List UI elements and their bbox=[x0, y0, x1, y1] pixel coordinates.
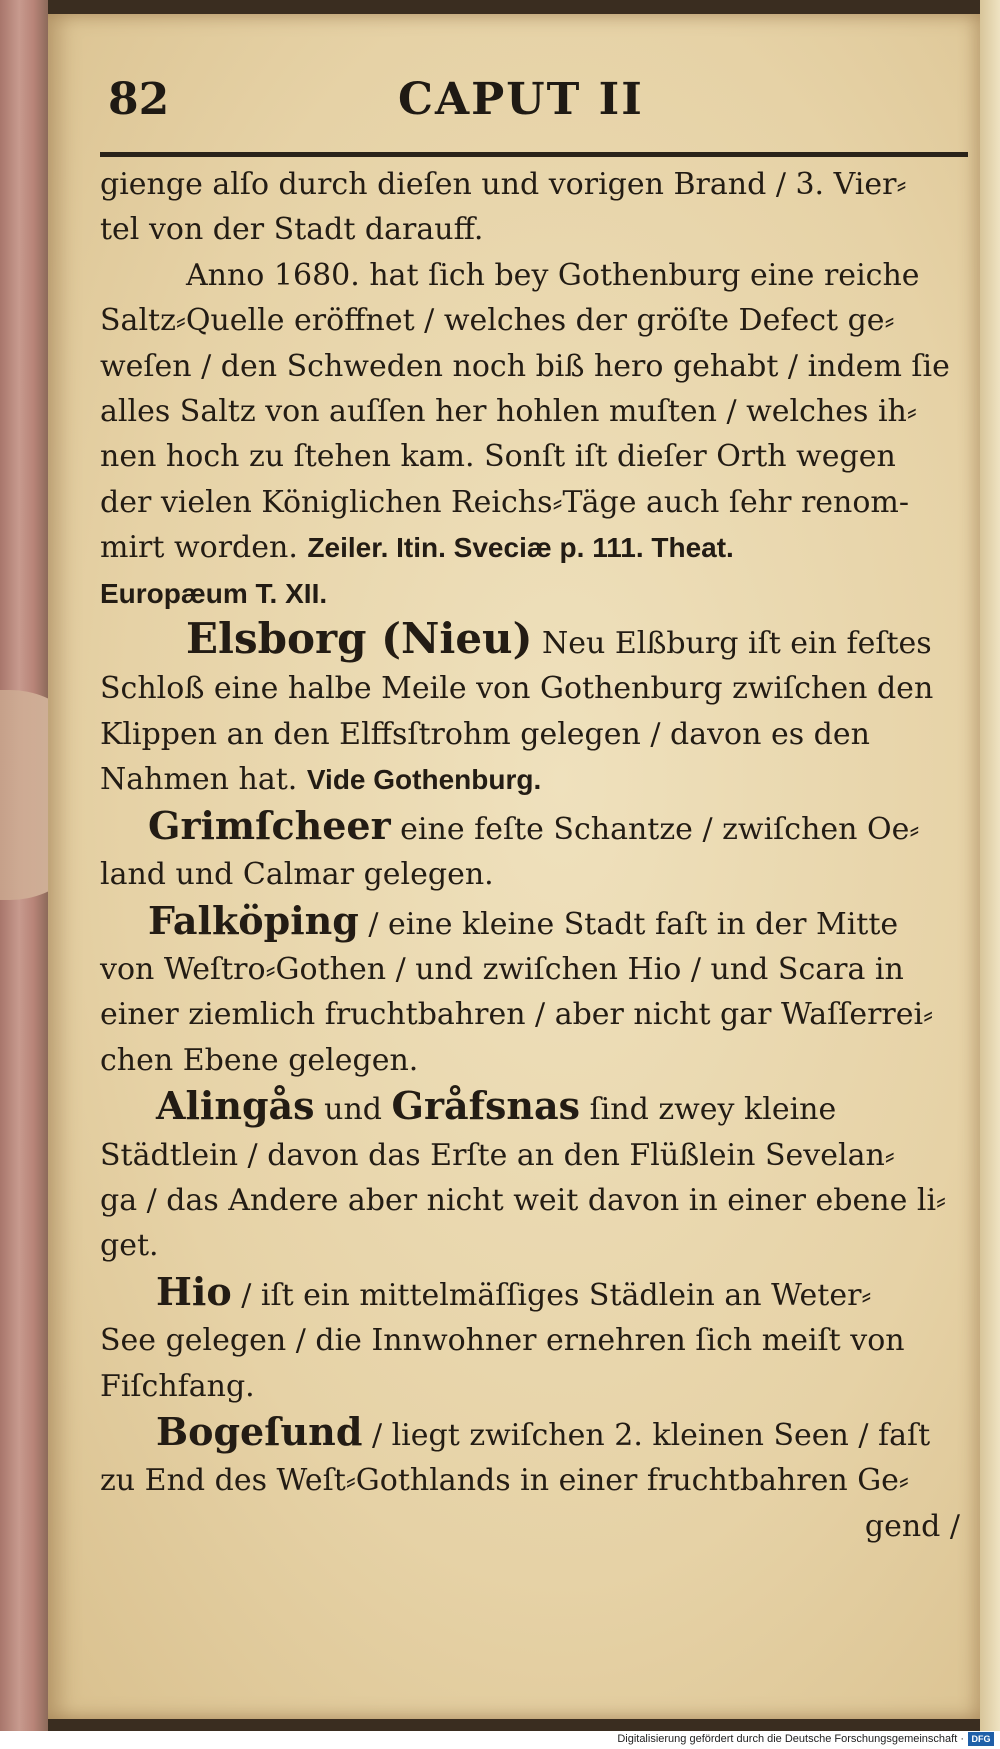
page-header bbox=[108, 74, 878, 138]
text-fragment: mirt worden. bbox=[100, 530, 298, 566]
text-line: Klippen an den Elffsſtrohm gelegen / davon es den bbox=[100, 716, 870, 752]
text-line bbox=[100, 616, 976, 666]
catchword: gend / bbox=[864, 1508, 960, 1544]
facing-page-edge bbox=[980, 0, 1000, 1749]
text-line: weſen / den Schweden noch biß hero gehabt / indem ſie bbox=[100, 348, 950, 384]
text-line: Saltz⸗Quelle eröffnet / welches der gröſte Defect ge⸗ bbox=[100, 303, 895, 339]
entry-headword: Elsborg (Nieu) bbox=[186, 614, 533, 664]
entry-headword: Bogeſund bbox=[156, 1408, 363, 1454]
text-line: ga / das Andere aber nicht weit davon in einer ebene li⸗ bbox=[100, 1182, 947, 1218]
text-line: einer ziemlich fruchtbahren / aber nicht gar Waſſerrei⸗ bbox=[100, 997, 934, 1033]
header-rule bbox=[100, 152, 968, 157]
text-fragment: / eine kleine Stadt faſt in der Mitte bbox=[368, 906, 899, 942]
text-line: zu End des Weſt⸗Gothlands in einer fruchtbahren Ge⸗ bbox=[100, 1463, 909, 1499]
text-line bbox=[100, 803, 976, 852]
text-line: nen hoch zu ſtehen kam. Sonſt iſt dieſer Orth wegen bbox=[100, 439, 896, 475]
text-line: chen Ebene gelegen. bbox=[100, 1042, 419, 1078]
text-line: land und Calmar gelegen. bbox=[100, 857, 494, 893]
text-fragment: und bbox=[324, 1092, 382, 1128]
text-line bbox=[100, 757, 976, 802]
text-fragment: ſind zwey kleine bbox=[589, 1092, 837, 1128]
entry-headword: Falköping bbox=[148, 897, 359, 943]
text-line: der vielen Königlichen Reichs⸗Täge auch ſehr renom- bbox=[100, 484, 910, 520]
entry-headword: Hio bbox=[156, 1268, 232, 1314]
entry-headword: Grimſcheer bbox=[148, 802, 391, 848]
text-line: von Weſtro⸗Gothen / und zwiſchen Hio / und Scara in bbox=[100, 951, 904, 987]
text-line: Schloß eine halbe Meile von Gothenburg zwiſchen den bbox=[100, 671, 934, 707]
text-line bbox=[100, 1083, 976, 1132]
page-body-text bbox=[100, 162, 976, 1549]
cross-reference: Vide Gothenburg. bbox=[306, 764, 542, 796]
page-number: 82 bbox=[108, 74, 170, 125]
dfg-logo: DFG bbox=[968, 1732, 994, 1746]
text-line: get. bbox=[100, 1228, 159, 1264]
text-fragment: Neu Elßburg iſt ein feſtes bbox=[542, 626, 932, 662]
text-fragment: / liegt zwiſchen 2. kleinen Seen / faſt bbox=[371, 1417, 931, 1453]
citation: Zeiler. Itin. Sveciæ p. 111. Theat. bbox=[307, 532, 734, 564]
text-fragment: / iſt ein mittelmäſſiges Städlein an Weter⸗ bbox=[241, 1277, 872, 1313]
text-line: Fiſchfang. bbox=[100, 1368, 255, 1404]
text-fragment: Nahmen hat. bbox=[100, 762, 298, 798]
text-line bbox=[100, 898, 976, 947]
text-line: Anno 1680. hat ſich bey Gothenburg eine reiche bbox=[186, 257, 920, 293]
text-line: Städtlein / davon das Erſte an den Flüßlein Sevelan⸗ bbox=[100, 1137, 895, 1173]
text-fragment: eine feſte Schantze / zwiſchen Oe⸗ bbox=[400, 811, 920, 847]
text-line: gienge alſo durch dieſen und vorigen Brand / 3. Vier⸗ bbox=[100, 167, 907, 202]
entry-headword: Alingås bbox=[156, 1083, 315, 1129]
running-head: CAPUT II bbox=[398, 74, 644, 125]
text-line: alles Saltz von auſſen her hohlen muſten / welches ih⸗ bbox=[100, 394, 917, 430]
text-line bbox=[100, 1269, 976, 1318]
citation: Europæum T. XII. bbox=[100, 577, 328, 609]
text-line: See gelegen / die Innwohner ernehren ſich meiſt von bbox=[100, 1323, 905, 1359]
text-line: tel von der Stadt darauff. bbox=[100, 212, 484, 248]
funding-credit: Digitalisierung gefördert durch die Deutsche Forschungsgemeinschaft · bbox=[617, 1733, 964, 1745]
text-line bbox=[100, 525, 976, 570]
entry-headword: Gråfsnas bbox=[391, 1083, 581, 1129]
text-line bbox=[100, 1409, 976, 1458]
